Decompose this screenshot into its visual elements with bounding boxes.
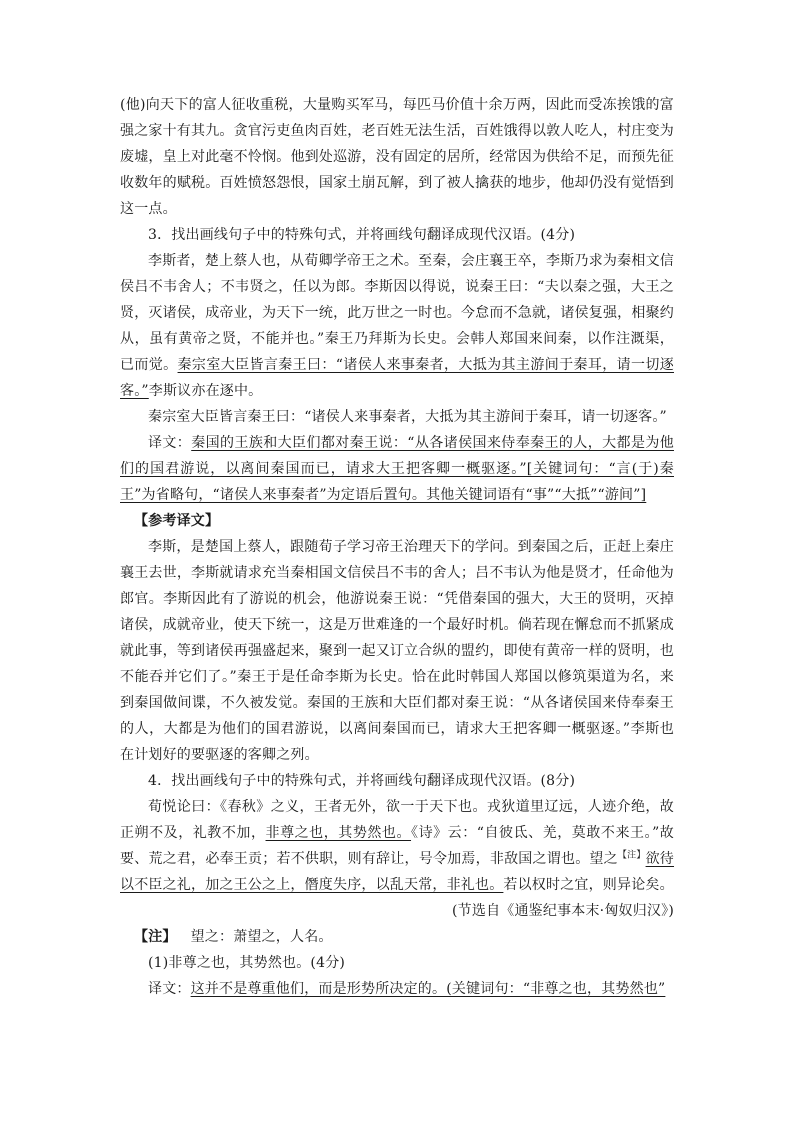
reference-translation-heading: 【参考译文】 [134, 513, 220, 529]
question-4-subquestion-1: (1)非尊之也，其势然也。(4分) [148, 955, 346, 971]
passage-text: 《诗》云：“自彼氐、羌，莫敢不来王。”故要、荒之君，必奉王贡；若不供职，则有辞让，号令加焉，非敌国之谓也。望之 [120, 825, 675, 867]
note-label: 【注】 [134, 929, 177, 945]
underlined-sentence: 欲待以不臣之礼，加之王公之上，僭度失序，以乱天常，非礼也。 [120, 851, 675, 893]
passage-source: (节选自《通鉴纪事本末·匈奴归汉》) [452, 903, 674, 919]
translation-text: 秦国的王族和大臣们都对秦王说：“从各诸侯国来侍奉秦王的人，大都是为他们的国君游说，以离间秦国而已，请求大王把客卿一概驱逐。”[关键词句：“言(于)秦王”为省略句，“诸侯人来事秦者”为定语后置句。其他关键词语有“事”“大抵”“游间”] [120, 435, 674, 503]
underlined-sentence: 秦宗室大臣皆言秦王曰：“诸侯人来事秦者，大抵为其主游间于秦耳，请一切逐客。” [120, 357, 674, 399]
question-4-title: 4．找出画线句子中的特殊句式，并将画线句翻译成现代汉语。(8分) [148, 773, 576, 789]
question-3-passage [120, 248, 674, 404]
underlined-sentence: 非尊之也，其势然也。 [265, 825, 412, 841]
question-3-quoted-sentence: 秦宗室大臣皆言秦王曰：“诸侯人来事秦者，大抵为其主游间于秦耳，请一切逐客。” [148, 409, 667, 425]
passage-text: 李斯议亦在逐中。 [148, 383, 263, 399]
passage-text: 荀悦论曰：《春秋》之义，王者无外，欲一于天下也。戎狄道里辽远，人迹介绝，故正朔不及，礼教不加， [120, 799, 674, 841]
note-line [120, 924, 674, 950]
question-3-title: 3．找出画线句子中的特殊句式，并将画线句翻译成现代汉语。(4分) [148, 227, 576, 243]
note-marker: 【注】 [617, 850, 646, 861]
translation-label: 译文： [148, 981, 191, 997]
translation-label: 译文： [148, 435, 192, 451]
note-text: 望之：萧望之，人名。 [190, 929, 333, 945]
passage-text: 李斯者，楚上蔡人也，从荀卿学帝王之术。至秦，会庄襄王卒，李斯乃求为秦相文信侯吕不韦舍人；不韦贤之，任以为郎。李斯因以得说，说秦王曰：“夫以秦之强，大王之贤，灭诸侯，成帝业，为天下一统，此万世之一时也。今怠而不急就，诸侯复强，相聚约从，虽有黄帝之贤，不能并也。”秦王乃拜斯为长史。会韩人郑国来间秦，以作注溉渠，已而觉。 [120, 253, 674, 373]
question-3-translation [120, 430, 674, 508]
document-page [120, 92, 674, 1002]
question-4-subquestion-1-translation [120, 976, 674, 1002]
reference-translation-text: 李斯，是楚国上蔡人，跟随荀子学习帝王治理天下的学问。到秦国之后，正赶上秦庄襄王去世，李斯就请求充当秦相国文信侯吕不韦的舍人；吕不韦认为他是贤才，任命他为郎官。李斯因此有了游说的机会，他游说秦王说：“凭借秦国的强大，大王的贤明，灭掉诸侯，成就帝业，使天下统一，这是万世难逢的一个最好时机。倘若现在懈怠而不抓紧成就此事，等到诸侯再强盛起来，聚到一起又订立合纵的盟约，即使有黄帝一样的贤明，也不能吞并它们了。”秦王于是任命李斯为长史。恰在此时韩国人郑国以修筑渠道为名，来到秦国做间谍，不久被发觉。秦国的王族和大臣们都对秦王说：“从各诸侯国来侍奉秦王的人，大都是为他们的国君游说，以离间秦国而已，请求大王把客卿一概驱逐。”李斯也在计划好的要驱逐的客卿之列。 [120, 539, 674, 763]
paragraph-translation-continued: (他)向天下的富人征收重税，大量购买军马，每匹马价值十余万两，因此而受冻挨饿的富强之家十有其九。贪官污吏鱼肉百姓，老百姓无法生活，百姓饿得以敦人吃人，村庄变为废墟，皇上对此毫不怜悯。他到处巡游，没有固定的居所，经常因为供给不足，而预先征收数年的赋税。百姓愤怒怨恨，国家土崩瓦解，到了被人擒获的地步，他却仍没有觉悟到这一点。 [120, 97, 674, 217]
question-4-passage [120, 794, 674, 898]
translation-text: 这并不是尊重他们，而是形势所决定的。(关键词句：“非尊之也，其势然也” [190, 981, 666, 997]
passage-text: 若以权时之宜，则异论矣。 [503, 877, 674, 893]
